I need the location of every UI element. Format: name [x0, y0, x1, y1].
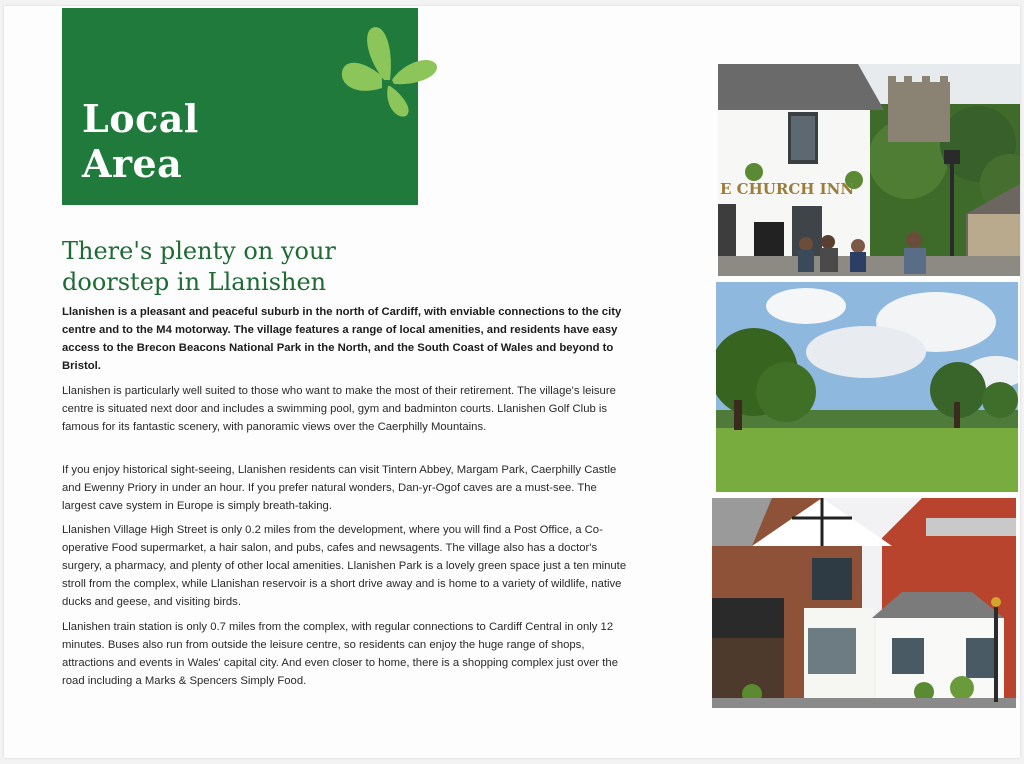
title-line-2: Area [82, 141, 183, 186]
paragraph-retirement: Llanishen is particularly well suited to those who want to make the most of their retirement. The village's leisure centre is situated next door and includes a swimming pool, gym and badminton courts. Llanishen Golf Club is famous for its fantastic scenery, with panoramic views over the Caerphilly Mountains. [62, 385, 616, 433]
paragraph-sightseeing: If you enjoy historical sight-seeing, Llanishen residents can visit Tintern Abbey, Margam Park, Caerphilly Castle and Ewenny Priory in under an hour. If you prefer natural wonders, Dan-yr-Ogof caves are a must-see. The largest cave system in Europe is simply breath-taking. [62, 464, 617, 512]
photo-shops [712, 498, 1016, 708]
pub-sign-text: E CHURCH INN [720, 180, 855, 198]
butterfly-icon [338, 24, 440, 118]
section-headline [62, 236, 622, 298]
intro-paragraph: Llanishen is a pleasant and peaceful suburb in the north of Cardiff, with enviable connections to the city centre and to the M4 motorway. The village features a range of local amenities, and residents have easy access to the Brecon Beacons National Park in the North, and the South Coast of Wales and beyond to Bristol. [62, 306, 622, 372]
headline-line-2: doorstep in Llanishen [62, 268, 327, 296]
headline-line-1: There's plenty on your [62, 237, 336, 265]
photo-park [716, 282, 1018, 492]
page-title [82, 96, 199, 186]
title-line-1: Local [82, 96, 199, 141]
paragraph-high-street: Llanishen Village High Street is only 0.2 miles from the development, where you will find a Post Office, a Co-operative Food supermarket, a hair salon, and pubs, cafes and newsagents. The village also has a doctor's surgery, a pharmacy, and plenty of other local amenities. Llanishen Park is a lovely green space just a ten minute stroll from the complex, while Llanishan reservoir is a short drive away and is home to a variety of wildlife, native ducks and geese, and visiting birds. [62, 524, 627, 608]
paragraph-transport: Llanishen train station is only 0.7 miles from the complex, with regular connections to Cardiff Central in only 12 minutes. Buses also run from outside the leisure centre, so residents can enjoy the huge range of shops, attractions and events in Wales' capital city. And even closer to home, there is a shopping complex just over the road including a Marks & Spencers Simply Food. [62, 621, 618, 687]
photo-church-inn [718, 64, 1020, 276]
